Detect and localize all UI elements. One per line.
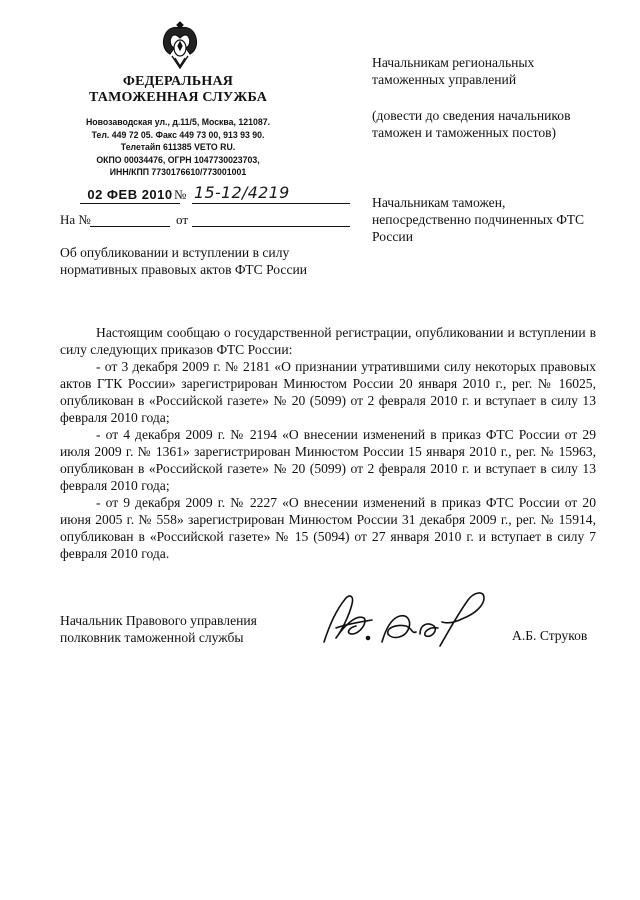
reference-from-label: от (176, 212, 189, 227)
body-item: - от 9 декабря 2009 г. № 2227 «О внесении изменений в приказ ФТС России от 20 июня 2005 г. № 558» зарегистрирован Минюстом России 31 декабря 2009 г., рег. № 15914, опубликован в «Российской газете» № 15 (5094) от 27 января 2010 г. и вступает в силу 7 февраля 2010 года. (60, 495, 596, 561)
address-line: Новозаводская ул., д.11/5, Москва, 121087. (85, 117, 270, 128)
letter-body (60, 324, 596, 562)
reference-number-blank (90, 226, 170, 227)
address-line: Телетайп 611385 VETO RU. (120, 142, 236, 154)
reference-number-label: На № (60, 212, 91, 227)
organization-address (69, 117, 286, 180)
address-line: Тел. 449 72 05. Факс 449 73 00, 913 93 90. (91, 129, 265, 141)
org-line-2: ТАМОЖЕННАЯ СЛУЖБА (88, 90, 268, 105)
double-headed-eagle-icon (158, 18, 202, 72)
addressee-note: (довести до сведения начальников таможен и таможенных постов) (372, 108, 571, 140)
number-underline (192, 203, 350, 204)
addressee-regional: Начальникам региональных таможенных управлений (372, 55, 535, 87)
signatory-title-line-1: Начальник Правового управления (60, 613, 257, 628)
signatory-name: А.Б. Струков (512, 628, 588, 643)
body-item: - от 3 декабря 2009 г. № 2181 «О признании утратившими силу некоторых правовых актов ГТК России» зарегистрирован Минюстом России 20 января 2010 г., рег. № 16025, опубликован в «Российской газете» № 20 (5099) от 2 февраля 2010 г. и вступает в силу 13 февраля 2010 года; (60, 359, 596, 425)
address-line: ОКПО 00034476, ОГРН 1047730023703, (96, 154, 260, 166)
organization-name (60, 74, 296, 106)
signatory-title-line-2: полковник таможенной службы (60, 630, 244, 645)
signatory-title (60, 612, 320, 646)
addressee-customs: Начальникам таможен, непосредственно подчиненных ФТС России (372, 195, 585, 244)
reference-row (60, 212, 300, 234)
body-item: - от 4 декабря 2009 г. № 2194 «О внесении изменений в приказ ФТС России от 29 июля 2009 г. № 1361» зарегистрирован Минюстом России 15 января 2010 г., рег. № 15963, опубликован в «Российской газете» № 20 (5099) от 2 февраля 2010 г. и вступает в силу 13 февраля 2010 года; (60, 427, 596, 493)
body-intro: Настоящим сообщаю о государственной регистрации, опубликовании и вступлении в силу следующих приказов ФТС России: (60, 325, 596, 357)
org-line-1: ФЕДЕРАЛЬНАЯ (122, 74, 234, 89)
registration-number-label: № (174, 187, 187, 202)
letter-subject: Об опубликовании и вступлении в силу нормативных правовых актов ФТС России (60, 245, 308, 277)
date-underline (80, 203, 180, 204)
address-line: ИНН/КПП 7730176610/773001001 (109, 167, 247, 179)
registration-date-stamp: 02 ФЕВ 2010 (87, 187, 173, 202)
registration-row (60, 185, 300, 207)
reference-from-blank (192, 226, 350, 227)
registration-number: 15-12/4219 (194, 183, 290, 202)
handwritten-signature (316, 584, 496, 654)
